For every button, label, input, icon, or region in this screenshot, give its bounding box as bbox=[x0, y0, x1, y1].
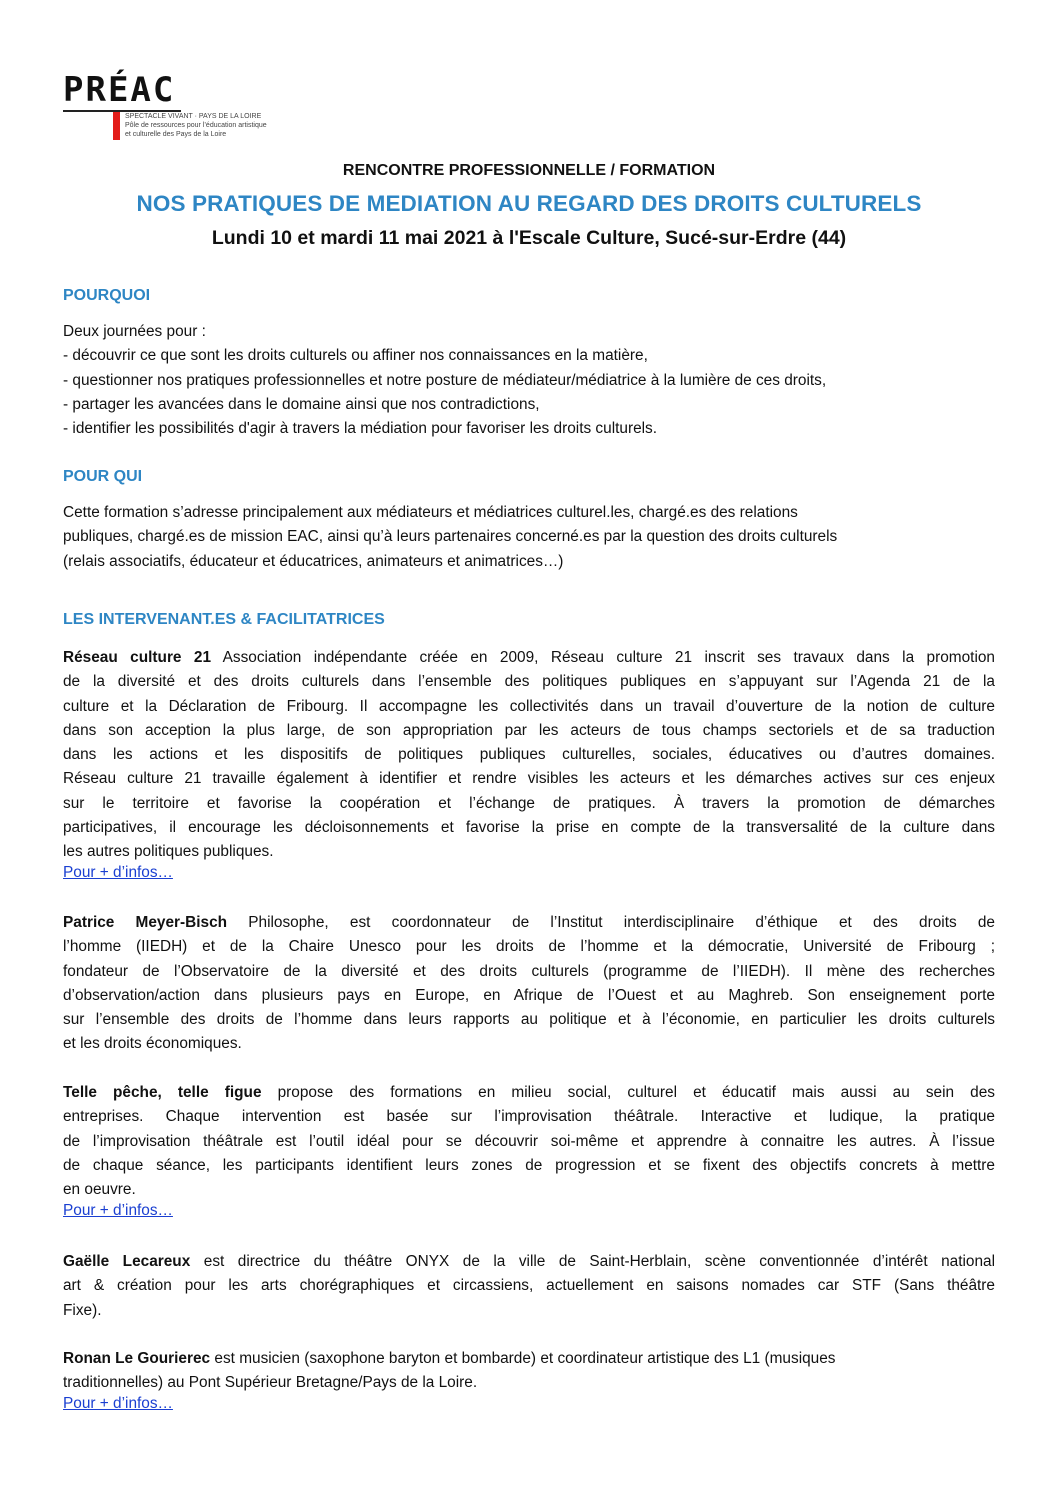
section-heading-pourquoi: POURQUOI bbox=[63, 287, 151, 304]
more-info-link-ronan[interactable]: Pour + d’infos… bbox=[63, 1395, 173, 1412]
pourquoi-line: - questionner nos pratiques professionnelles et notre posture de médiateur/médiatrice à la lumière de ces droits, bbox=[63, 371, 827, 389]
bio-line: traditionnelles) au Pont Supérieur Bretagne/Pays de la Loire. bbox=[63, 1374, 478, 1392]
bio-name: Gaëlle Lecareux bbox=[63, 1253, 191, 1270]
pour-qui-line: (relais associatifs, éducateur et éducatrices, animateurs et animatrices…) bbox=[63, 552, 564, 570]
bio-reseau-culture-21 bbox=[63, 646, 995, 865]
bio-name: Ronan Le Gourierec bbox=[63, 1350, 211, 1367]
pour-qui-body bbox=[63, 501, 995, 574]
bio-line: Fixe). bbox=[63, 1301, 102, 1319]
bio-name: Patrice Meyer-Bisch bbox=[63, 914, 228, 931]
bio-line: de chaque séance, les participants identifient leurs zones de progression et se fixent des objectifs concrets à mettre bbox=[63, 1156, 995, 1174]
bio-line: Réseau culture 21 Association indépendante créée en 2009, Réseau culture 21 inscrit ses travaux dans la promotion bbox=[63, 649, 995, 666]
more-info-link-telle[interactable]: Pour + d’infos… bbox=[63, 1202, 173, 1219]
bio-line: entreprises. Chaque intervention est basée sur l’improvisation théâtrale. Interactive et ludique, la pratique bbox=[63, 1108, 995, 1126]
bio-line: Gaëlle Lecareux est directrice du théâtre ONYX de la ville de Saint-Herblain, scène conventionnée d’intérêt national bbox=[63, 1253, 995, 1270]
bio-line: sur le territoire et favorise la coopération et l’échange de pratiques. À travers la promotion de démarches bbox=[63, 794, 995, 812]
document-title: NOS PRATIQUES DE MEDIATION AU REGARD DES DROITS CULTURELS bbox=[136, 191, 922, 216]
bio-line: de l’improvisation théâtrale est l’outil idéal pour se découvrir soi-même et apprendre à connaitre les autres. À l’issue bbox=[63, 1132, 995, 1150]
pour-qui-line: Cette formation s’adresse principalement aux médiateurs et médiatrices culturel.les, chargé.es des relations bbox=[63, 504, 798, 521]
bio-gaelle-lecareux bbox=[63, 1250, 995, 1323]
bio-line: dans les actions et les dispositifs de politiques publiques culturelles, sociales, éducatives ou d’autres domaines. bbox=[63, 746, 995, 764]
pourquoi-line: - découvrir ce que sont les droits culturels ou affiner nos connaissances en la matière, bbox=[63, 347, 648, 365]
bio-line: en oeuvre. bbox=[63, 1181, 136, 1199]
logo-wordmark: PRÉAC bbox=[63, 70, 176, 110]
more-info-link-reseau[interactable]: Pour + d’infos… bbox=[63, 864, 173, 881]
bio-name: Telle pêche, telle figue bbox=[63, 1084, 262, 1101]
section-heading-intervenants: LES INTERVENANT.ES & FACILITATRICES bbox=[63, 611, 385, 628]
bio-line: Telle pêche, telle figue propose des formations en milieu social, culturel et éducatif mais aussi au sein des bbox=[63, 1084, 995, 1101]
bio-telle-peche-telle-figue bbox=[63, 1081, 995, 1202]
bio-line: d’observation/action dans plusieurs pays en Europe, en Afrique de l’Ouest et au Maghreb. Son enseignement porte bbox=[63, 986, 995, 1004]
document-subtitle: Lundi 10 et mardi 11 mai 2021 à l'Escale Culture, Sucé-sur-Erdre (44) bbox=[211, 227, 847, 249]
document-kicker: RENCONTRE PROFESSIONNELLE / FORMATION bbox=[342, 162, 716, 179]
bio-line: les autres politiques publiques. bbox=[63, 843, 274, 861]
logo-red-mark bbox=[113, 112, 120, 140]
pourquoi-line: - identifier les possibilités d'agir à travers la médiation pour favoriser les droits culturels. bbox=[63, 420, 658, 438]
pourquoi-line: Deux journées pour : bbox=[63, 323, 206, 340]
bio-line: Ronan Le Gourierec est musicien (saxophone baryton et bombarde) et coordinateur artistique des L1 (musiques bbox=[63, 1350, 836, 1367]
bio-name: Réseau culture 21 bbox=[63, 649, 212, 666]
bio-line: dans son acception la plus large, de son appropriation par les acteurs de tous champs sectoriels et de sa traduction bbox=[63, 721, 995, 739]
bio-line: et les droits économiques. bbox=[63, 1035, 242, 1053]
bio-line: l’homme (IIEDH) et de la Chaire Unesco pour les droits de l’homme et la démocratie, Université de Fribourg ; bbox=[63, 938, 995, 956]
logo-tagline: SPECTACLE VIVANT · PAYS DE LA LOIRE Pôle de ressources pour l’éducation artistique et culturelle des Pays de la Loire bbox=[125, 113, 267, 138]
pourquoi-body bbox=[63, 320, 995, 441]
bio-ronan-le-gourierec bbox=[63, 1347, 995, 1396]
preac-logo bbox=[63, 70, 293, 144]
bio-line: de la diversité et des droits culturels dans l’ensemble des politiques publiques en s’appuyant sur l’Agenda 21 de la bbox=[63, 673, 995, 691]
bio-line: participatives, il encourage les décloisonnements et favorise la prise en compte de la transversalité de la culture dans bbox=[63, 819, 995, 837]
pour-qui-line: publiques, chargé.es de mission EAC, ainsi qu’à leurs partenaires concerné.es par la question des droits culturels bbox=[63, 528, 838, 546]
pourquoi-line: - partager les avancées dans le domaine ainsi que nos contradictions, bbox=[63, 395, 540, 413]
bio-line: Patrice Meyer-Bisch Philosophe, est coordonnateur de l’Institut interdisciplinaire d’éthique et des droits de bbox=[63, 914, 995, 931]
bio-line: sur l’ensemble des droits de l’homme dans leurs rapports au politique et à l’économie, en particulier les droits culturels bbox=[63, 1011, 995, 1029]
bio-patrice-meyer-bisch bbox=[63, 911, 995, 1057]
bio-line: fondateur de l’Observatoire de la diversité et des droits culturels (programme de l’IIEDH). Il mène des recherches bbox=[63, 962, 995, 980]
bio-line: Réseau culture 21 travaille également à identifier et rendre visibles les acteurs et les démarches actives sur ces enjeux bbox=[63, 770, 995, 788]
bio-line: art & création pour les arts chorégraphiques et circassiens, actuellement en saisons nomades car STF (Sans théâtre bbox=[63, 1277, 995, 1295]
bio-line: culture et la Déclaration de Fribourg. Il accompagne les collectivités dans un travail d’ouverture de la notion de culture bbox=[63, 697, 995, 715]
section-heading-pour-qui: POUR QUI bbox=[63, 468, 143, 485]
